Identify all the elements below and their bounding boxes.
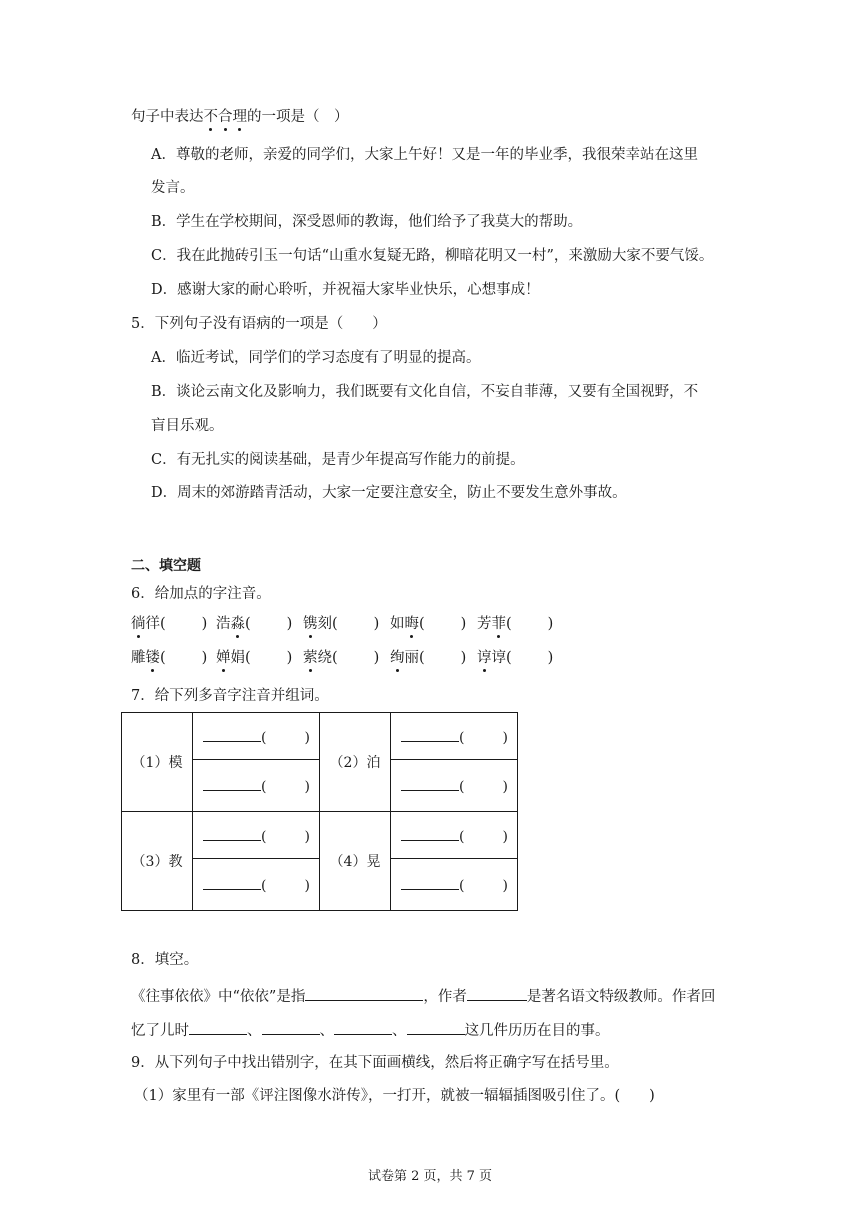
answer-blank[interactable] (467, 986, 527, 1001)
paren-close: ) (502, 779, 508, 795)
word-char: 浩 (216, 616, 231, 632)
word-char: 芳 (477, 616, 492, 632)
paren-open: ( (459, 729, 465, 746)
paren-open: ( (459, 779, 465, 795)
word-item (216, 648, 303, 668)
polyphone-char: （4）晃 (320, 812, 391, 911)
word-item (131, 614, 216, 634)
q5-option-b: B．谈论云南文化及影响力，我们既要有文化自信，不妄自菲薄，又要有全国视野，不 (151, 384, 699, 400)
q5-option-a: A．临近考试，同学们的学习态度有了明显的提高。 (151, 350, 481, 366)
dotted-char: 谆 (477, 650, 492, 666)
paren-close: ) (502, 828, 508, 845)
q6-row-2 (131, 648, 567, 668)
polyphone-char: （2）泊 (320, 713, 391, 812)
answer-blank[interactable] (189, 1020, 247, 1035)
paren-open: ( (261, 828, 267, 845)
answer-cell[interactable] (193, 812, 320, 859)
q4-stem-continuation (131, 107, 349, 127)
page-footer: 试卷第 2 页，共 7 页 (367, 1169, 493, 1184)
paren-close: ) (373, 650, 380, 666)
word-item (303, 648, 390, 668)
dotted-char: 萦 (303, 650, 318, 666)
paren-close: ) (304, 729, 310, 746)
paren-close: ) (286, 616, 293, 632)
q7-stem: 7．给下列多音字注音并组词。 (131, 688, 329, 704)
dotted-char: 淼 (230, 616, 245, 632)
word-char: 如 (390, 616, 405, 632)
answer-blank[interactable] (407, 1020, 465, 1035)
answer-cell[interactable] (193, 713, 320, 760)
paren-open: ( (160, 616, 166, 632)
paren-open: ( (245, 616, 251, 632)
q4-option-a-cont: 发言。 (151, 180, 195, 196)
q5-option-b-cont: 盲目乐观。 (151, 418, 224, 434)
q8-text: ，作者 (423, 989, 467, 1005)
paren-open: ( (419, 650, 425, 666)
paren-open: ( (332, 650, 338, 666)
q6-row-1 (131, 614, 567, 634)
q8-stem: 8．填空。 (131, 952, 199, 968)
paren-close: ) (460, 616, 467, 632)
q8-text: 《往事依依》中“依依”是指 (131, 989, 306, 1005)
paren-close: ) (286, 650, 293, 666)
dotted-char: 合 (218, 109, 233, 125)
q8-sep: 、 (247, 1023, 262, 1039)
answer-cell[interactable] (391, 812, 518, 859)
polyphone-char: （3）教 (122, 812, 193, 911)
word-item (477, 614, 567, 634)
word-item (390, 614, 477, 634)
paren-close: ) (304, 779, 310, 795)
answer-cell[interactable] (193, 760, 320, 812)
dotted-char: 晦 (404, 616, 419, 632)
dotted-char: 镂 (145, 650, 160, 666)
word-char: 刻 (317, 616, 332, 632)
dotted-char: 菲 (491, 616, 506, 632)
answer-blank[interactable] (262, 1020, 320, 1035)
paren-close: ) (304, 878, 310, 894)
q6-stem: 6．给加点的字注音。 (131, 586, 271, 602)
section-heading: 二、填空题 (131, 558, 201, 574)
answer-blank[interactable] (305, 986, 423, 1001)
paren-open: ( (506, 616, 512, 632)
dotted-char: 理 (232, 109, 247, 125)
answer-blank[interactable] (334, 1020, 392, 1035)
q4-option-c: C．我在此抛砖引玉一句话“山重水复疑无路，柳暗花明又一村”，来激励大家不要气馁。 (151, 248, 714, 264)
q4-stem-pre: 句子中表达 (131, 109, 204, 125)
paren-close: ) (201, 616, 208, 632)
word-item (390, 648, 477, 668)
word-char: 徉 (145, 616, 160, 632)
q9-sentence-1: （1）家里有一部《评注图像水浒传》，一打开，就被一辐辐插图吸引住了。( ) (134, 1088, 655, 1104)
answer-cell[interactable] (391, 859, 518, 911)
answer-cell[interactable] (391, 713, 518, 760)
paren-close: ) (304, 828, 310, 845)
word-item (477, 648, 567, 668)
q8-line-2 (131, 1020, 610, 1041)
q8-sep: 、 (319, 1023, 334, 1039)
dotted-char: 徜 (131, 616, 146, 632)
paren-open: ( (332, 616, 338, 632)
paren-close: ) (547, 616, 554, 632)
word-item (303, 614, 390, 634)
paren-close: ) (373, 616, 380, 632)
word-char: 娟 (230, 650, 245, 666)
word-char: 绕 (317, 650, 332, 666)
q5-option-d: D．周末的郊游踏青活动，大家一定要注意安全，防止不要发生意外事故。 (151, 485, 627, 501)
dotted-char: 镌 (303, 616, 318, 632)
q9-stem: 9．从下列句子中找出错别字，在其下面画横线，然后将正确字写在括号里。 (131, 1055, 619, 1071)
paren-close: ) (502, 729, 508, 746)
paren-open: ( (506, 650, 512, 666)
q4-option-d: D．感谢大家的耐心聆听，并祝福大家毕业快乐，心想事成！ (151, 282, 540, 298)
polyphone-table (121, 712, 518, 911)
q5-stem: 5．下列句子没有语病的一项是（ ） (131, 316, 387, 332)
word-item (216, 614, 303, 634)
paren-open: ( (261, 729, 267, 746)
q8-text: 忆了儿时 (131, 1023, 189, 1039)
q8-text: 这几件历历在目的事。 (464, 1023, 610, 1039)
dotted-char: 绚 (390, 650, 405, 666)
q5-option-c: C．有无扎实的阅读基础，是青少年提高写作能力的前提。 (151, 452, 525, 468)
q8-text: 是著名语文特级教师。作者回 (526, 989, 716, 1005)
word-char: 谆 (491, 650, 506, 666)
paren-open: ( (245, 650, 251, 666)
paren-open: ( (459, 828, 465, 845)
paren-close: ) (201, 650, 208, 666)
dotted-char: 婵 (216, 650, 231, 666)
paren-open: ( (160, 650, 166, 666)
q8-line-1 (131, 986, 715, 1007)
q8-sep: 、 (392, 1023, 407, 1039)
word-char: 丽 (404, 650, 419, 666)
word-item (131, 648, 216, 668)
answer-cell[interactable] (391, 760, 518, 812)
word-char: 雕 (131, 650, 146, 666)
q4-option-a: A．尊敬的老师，亲爱的同学们，大家上午好！又是一年的毕业季，我很荣幸站在这里 (151, 147, 698, 163)
paren-close: ) (547, 650, 554, 666)
q4-stem-post: 的一项是（ ） (247, 109, 349, 125)
polyphone-char: （1）模 (122, 713, 193, 812)
paren-close: ) (460, 650, 467, 666)
paren-open: ( (419, 616, 425, 632)
paren-open: ( (459, 878, 465, 894)
q4-option-b: B．学生在学校期间，深受恩师的教诲，他们给予了我莫大的帮助。 (151, 214, 583, 230)
paren-open: ( (261, 878, 267, 894)
answer-cell[interactable] (193, 859, 320, 911)
dotted-char: 不 (203, 109, 218, 125)
paren-open: ( (261, 779, 267, 795)
paren-close: ) (502, 878, 508, 894)
